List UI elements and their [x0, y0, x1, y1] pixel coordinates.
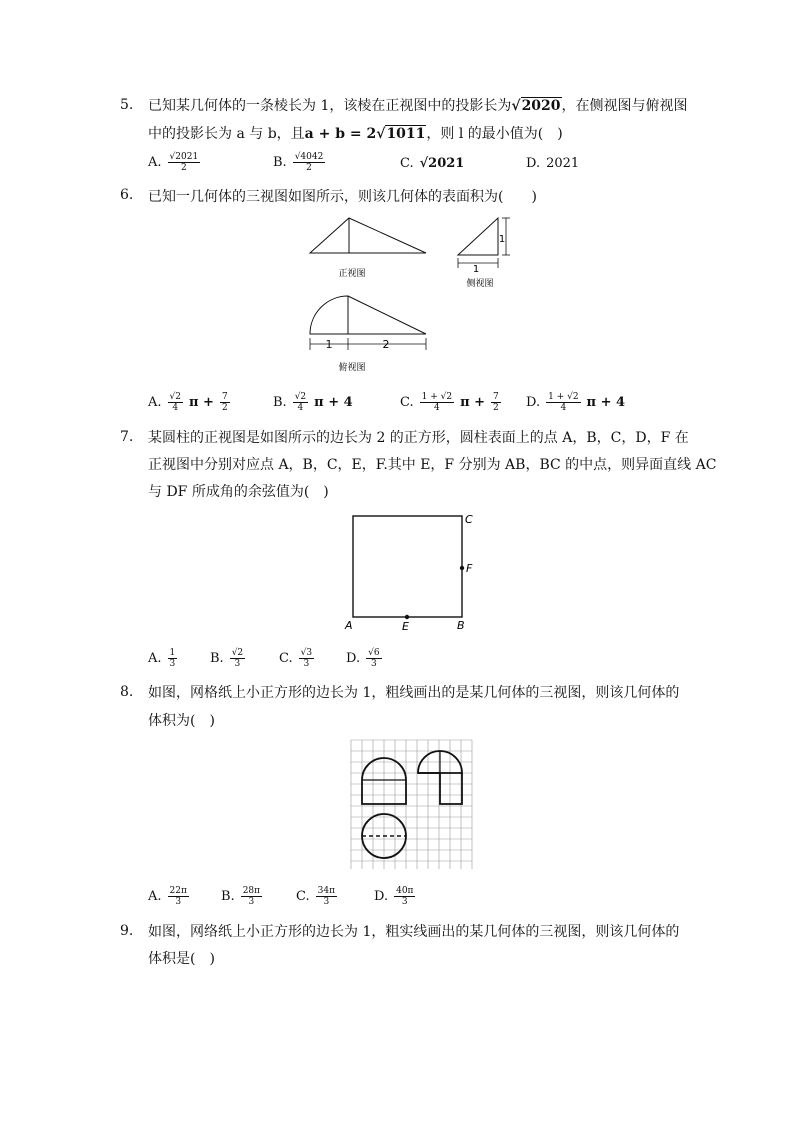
q6-top-caption: 俯视图: [338, 363, 366, 373]
q5-option-c[interactable]: C. √2021: [400, 156, 465, 171]
q6-number: 6.: [120, 187, 134, 203]
q5-option-a[interactable]: A. $\frac{√2021}{2}$: [148, 152, 199, 173]
q6-side-caption: 侧视图: [466, 279, 494, 289]
q5-option-d[interactable]: D. 2021: [526, 156, 580, 171]
q7-square-figure: [340, 508, 480, 636]
q8-option-d[interactable]: D. $\frac{40\pi}{3}$: [374, 886, 414, 907]
q8-line1: 如图，网格纸上小正方形的边长为 1，粗线画出的是某几何体的三视图，则该几何体的: [148, 685, 680, 701]
q6-option-b[interactable]: B. $\frac{√2}{4}$ π + 4: [273, 392, 353, 413]
q5-line1-a: 已知某几何体的一条棱长为 1，该棱在正视图中的投影长为: [148, 98, 512, 114]
q5-line2: [148, 123, 563, 143]
q8-line2: 体积为( ): [148, 713, 215, 729]
q5-option-b[interactable]: B. $\frac{√4042}{2}$: [273, 152, 324, 173]
q6-option-c[interactable]: C. $\frac{1 + √2}{4}$ π + $\frac{7}{2}$: [400, 392, 499, 413]
q8-option-a[interactable]: A. $\frac{22\pi}{3}$: [148, 886, 187, 907]
q7-label-c: C: [465, 513, 473, 526]
q9-line2: 体积是( ): [148, 951, 215, 967]
q6-top-left-length: 1: [325, 338, 333, 351]
q7-option-d[interactable]: D. $\frac{√6}{3}$: [346, 648, 380, 669]
q7-options: [148, 648, 448, 674]
q5-line1: 已知某几何体的一条棱长为 1，该棱在正视图中的投影长为√2020，在侧视图与俯视图: [148, 98, 688, 114]
q8-option-c[interactable]: C. $\frac{34\pi}{3}$: [296, 886, 335, 907]
q8-grid-figure: [348, 737, 476, 873]
q7-option-c[interactable]: C. $\frac{√3}{3}$: [279, 648, 313, 669]
q8-options: [148, 886, 448, 912]
q6-three-view-figure: [300, 210, 520, 380]
q7-label-a: A: [345, 619, 353, 632]
q7-square: [353, 516, 462, 617]
q6-front-view: [310, 218, 426, 253]
q5-equation: a + b = 2√1011: [304, 126, 426, 142]
q7-number: 7.: [120, 429, 134, 445]
q7-option-b[interactable]: B. $\frac{√2}{3}$: [210, 648, 244, 669]
q6-options: [148, 392, 668, 418]
q6-top-right-length: 2: [382, 338, 390, 351]
q5-options: [148, 152, 648, 178]
q7-point-f: [460, 566, 464, 570]
q6-option-d[interactable]: D. $\frac{1 + √2}{4}$ π + 4: [526, 392, 626, 413]
q7-label-e: E: [402, 620, 409, 633]
q7-label-b: B: [457, 619, 465, 632]
q6-side-height: 1: [498, 234, 506, 245]
q6-front-caption: 正视图: [338, 269, 366, 279]
q7-line2: 正视图中分别对应点 A，B，C，E，F.其中 E，F 分别为 AB，BC 的中点，则异面直线 AC: [148, 457, 717, 473]
q9-line1: 如图，网络纸上小正方形的边长为 1，粗实线画出的某几何体的三视图，则该几何体的: [148, 924, 680, 940]
q5-line1-b: ，在侧视图与俯视图: [561, 98, 688, 114]
q6-text: 已知一几何体的三视图如图所示，则该几何体的表面积为( ): [148, 189, 537, 205]
q8-number: 8.: [120, 684, 134, 700]
q5-line2-a: 中的投影长为 a 与 b，且: [148, 126, 305, 142]
q7-point-e: [405, 615, 409, 619]
q6-side-width: 1: [472, 264, 480, 275]
q7-option-a[interactable]: A. $\frac{1}{3}$: [148, 648, 176, 669]
q8-option-b[interactable]: B. $\frac{28\pi}{3}$: [221, 886, 261, 907]
q7-line1: 某圆柱的正视图是如图所示的边长为 2 的正方形，圆柱表面上的点 A，B，C，D，F 在: [148, 430, 689, 446]
q9-number: 9.: [120, 923, 134, 939]
q6-option-a[interactable]: A. $\frac{√2}{4}$ π + $\frac{7}{2}$: [148, 392, 228, 413]
q5-line2-b: ，则 l 的最小值为( ): [426, 126, 563, 142]
q7-label-f: F: [466, 562, 473, 575]
q5-number: 5.: [120, 97, 134, 113]
q7-line3: 与 DF 所成角的余弦值为( ): [148, 484, 329, 500]
q5-sqrt-2020: 2020: [521, 98, 561, 114]
